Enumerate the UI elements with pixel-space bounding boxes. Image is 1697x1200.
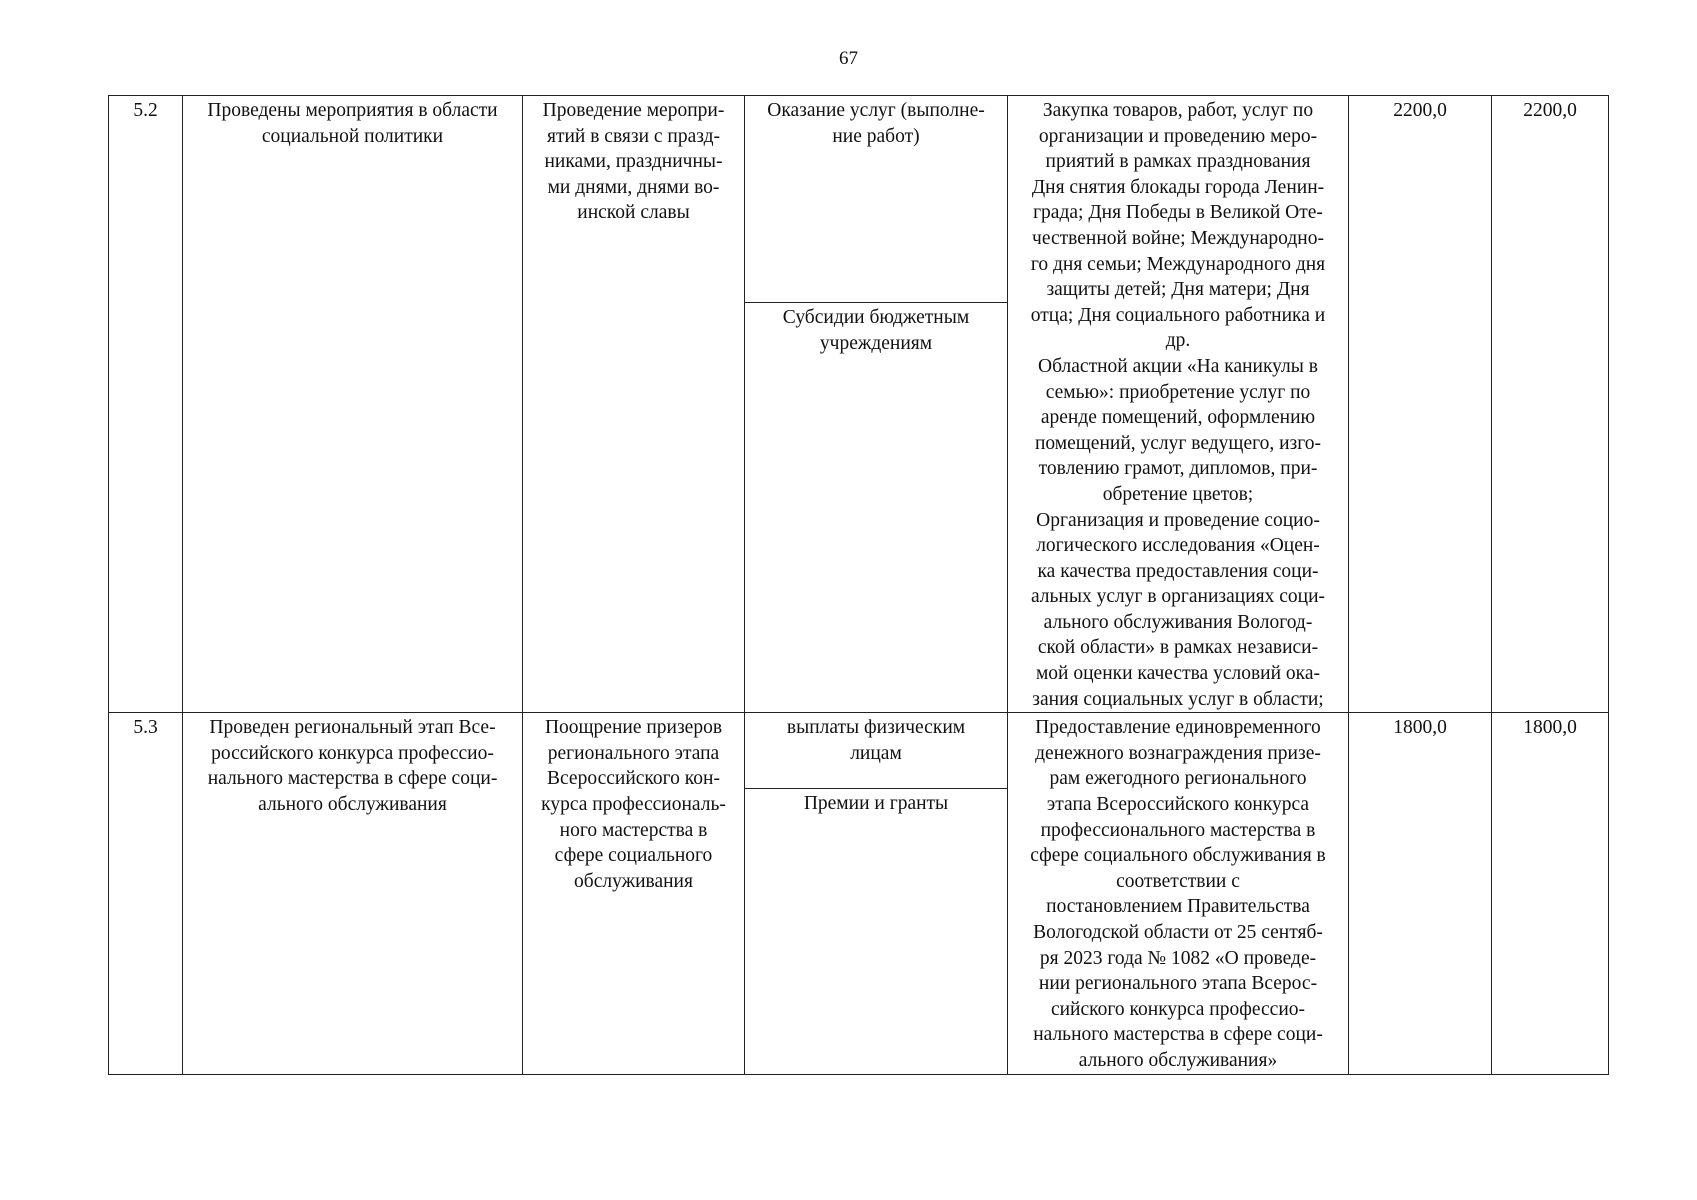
amount-cell: 1800,0: [1349, 713, 1492, 1074]
activity-cell: Поощрение призеров регионального этапа Всероссийского кон- курса профессиональ- ного мастерства в сфере социального обслуживания: [523, 713, 745, 1074]
expense-type-cell: Премии и гранты: [745, 789, 1008, 1074]
result-cell: Проведены мероприятия в области социальной политики: [183, 96, 523, 713]
expense-type-cell: Оказание услуг (выполне- ние работ): [745, 96, 1008, 303]
expense-type-cell: выплаты физическим лицам: [745, 713, 1008, 789]
document-table: [108, 95, 1609, 1075]
expense-type-cell: Субсидии бюджетным учреждениям: [745, 303, 1008, 713]
activity-cell: Проведение меропри- ятий в связи с празд- никами, праздничны- ми днями, днями во- инской славы: [523, 96, 745, 713]
description-cell: Закупка товаров, работ, услуг по организации и проведению меро- приятий в рамках празднования Дня снятия блокады города Ленин- града; Дня Победы в Великой Оте- чественной войне; Международно- го дня семьи; Международного дня защиты детей; Дня матери; Дня отца; Дня социального работника и др. Областной акции «На каникулы в семью»: приобретение услуг по аренде помещений, оформлению помещений, услуг ведущего, изго- товлению грамот, дипломов, при- обретение цветов; Организация и проведение социо- логического исследования «Оцен- ка качества предоставления соци- альных услуг в организациях соци- ального обслуживания Вологод- ской области» в рамках независи- мой оценки качества условий ока- зания социальных услуг в области;: [1008, 96, 1349, 713]
description-cell: Предоставление единовременного денежного вознаграждения призе- рам ежегодного регионального этапа Всероссийского конкурса профессионального мастерства в сфере социального обслуживания в соответствии с постановлением Правительства Вологодской области от 25 сентяб- ря 2023 года № 1082 «О проведе- нии регионального этапа Всерос- сийского конкурса профессио- нального мастерства в сфере соци- ального обслуживания»: [1008, 713, 1349, 1074]
table-row: [109, 96, 1609, 303]
result-cell: Проведен региональный этап Все- российского конкурса профессио- нального мастерства в сфере соци- ального обслуживания: [183, 713, 523, 1074]
amount-cell: 2200,0: [1349, 96, 1492, 713]
amount-cell: 1800,0: [1492, 713, 1609, 1074]
table-row: [109, 713, 1609, 789]
row-number: 5.2: [109, 96, 183, 713]
amount-cell: 2200,0: [1492, 96, 1609, 713]
page-number: 67: [839, 48, 858, 69]
row-number: 5.3: [109, 713, 183, 1074]
